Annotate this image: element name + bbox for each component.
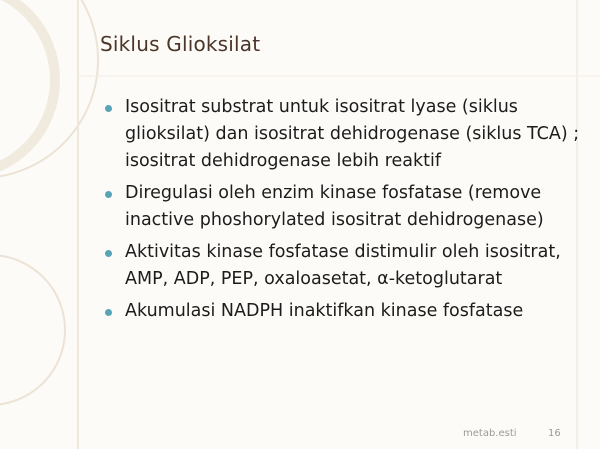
bullet-item — [100, 180, 580, 234]
bullet-marker-icon — [105, 250, 112, 257]
bullet-marker-icon — [105, 105, 112, 112]
bullet-item — [100, 94, 580, 175]
decor-ring-lower — [0, 255, 65, 405]
bullet-marker-icon — [105, 309, 112, 316]
bullet-text: Aktivitas kinase fosfatase distimulir oleh isositrat, AMP, ADP, PEP, oxaloasetat, α-ketoglutarat — [125, 242, 561, 289]
bullet-item — [100, 239, 580, 293]
bullet-list — [100, 94, 580, 330]
bullet-marker-icon — [105, 191, 112, 198]
footer-text: metab.esti — [463, 428, 517, 439]
bullet-item — [100, 298, 580, 325]
page-number: 16 — [548, 428, 561, 439]
decor-ring-inner — [0, 0, 55, 175]
bullet-text: Akumulasi NADPH inaktifkan kinase fosfatase — [125, 301, 524, 321]
bullet-text: Diregulasi oleh enzim kinase fosfatase (remove inactive phoshorylated isositrat dehidrogenase) — [125, 183, 544, 230]
slide-title: Siklus Glioksilat — [100, 32, 261, 56]
decor-ring-top — [0, 0, 98, 178]
bullet-text: Isositrat substrat untuk isositrat lyase (siklus glioksilat) dan isositrat dehidrogenase (siklus TCA) ; isositrat dehidrogenase lebih reaktif — [125, 97, 580, 171]
